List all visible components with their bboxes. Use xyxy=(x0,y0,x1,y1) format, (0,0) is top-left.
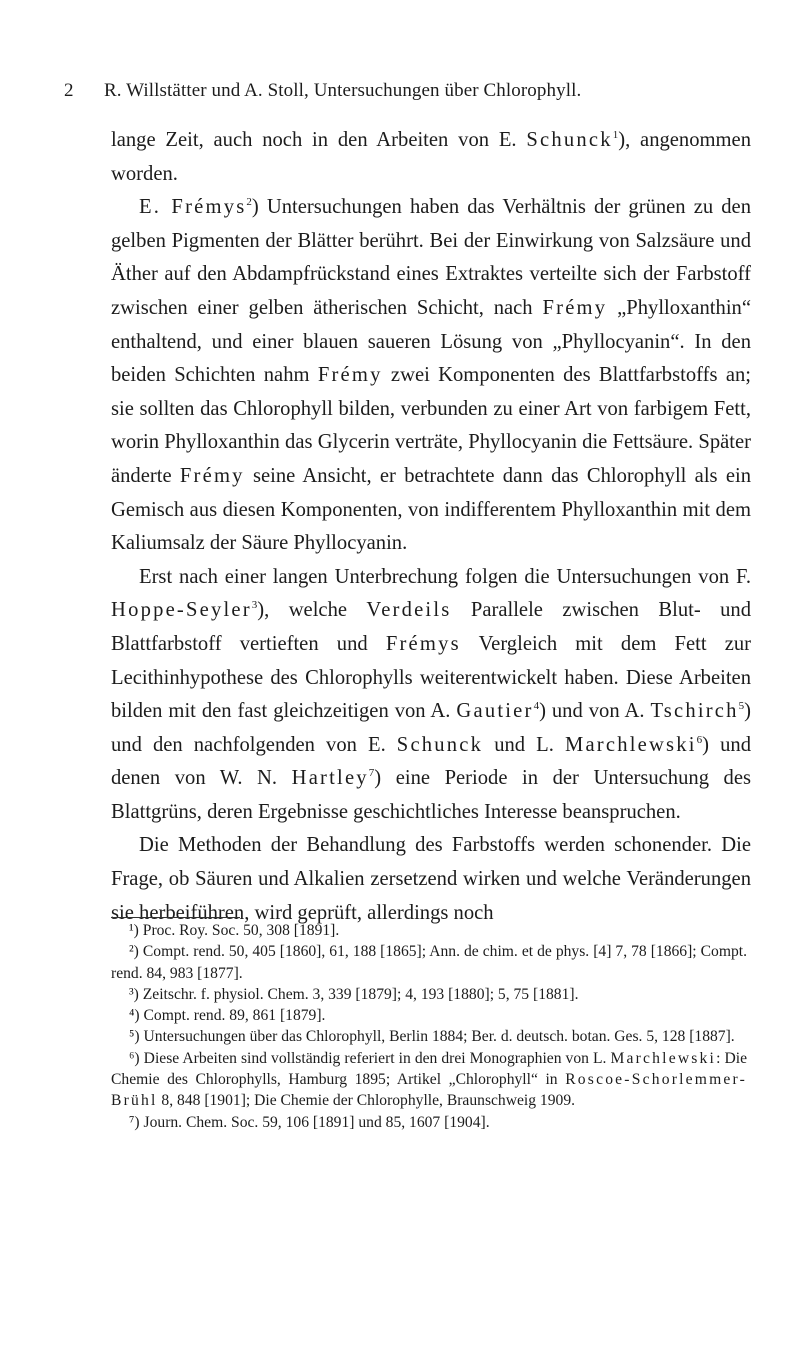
author-name: Verdeils xyxy=(366,599,452,622)
text-run: ) und denen von W. N. xyxy=(111,733,751,790)
footnote-ref: 6 xyxy=(696,733,703,746)
author-name: Frémy xyxy=(542,296,608,319)
text-run: ), welche xyxy=(257,599,367,622)
paragraph-4 xyxy=(111,829,751,930)
text-run: ) und den nachfolgenden von E. xyxy=(111,700,752,756)
text-run: lange Zeit, auch noch in den Arbeiten von E. xyxy=(111,129,527,151)
text-run: „Phylloxanthin“ enthaltend, und einer blauen saueren Lösung von „Phyllocyanin“. In den beiden Schichten nahm xyxy=(111,296,751,387)
footnote-ref: 5 xyxy=(738,700,745,713)
text-run: seine Ansicht, er betrachtete dann das Chlorophyll als ein Gemisch aus diesen Komponenten, von indifferentem Phylloxanthin mit dem Kaliumsalz der Säure Phyllocyanin. xyxy=(111,464,751,555)
footnote-3: ³) Zeitschr. f. physiol. Chem. 3, 339 [1879]; 4, 193 [1880]; 5, 75 [1881]. xyxy=(129,985,579,1003)
text-run: Erst nach einer langen Unterbrechung folgen die Untersuchungen von F. xyxy=(139,565,751,588)
footnote-ref: 4 xyxy=(533,700,540,713)
text-run: Vergleich mit dem Fett zur Lecithinhypothese des Chlorophylls weiterentwickelt haben. Diese Arbeiten bilden mit den fast gleichzeitigen von A. xyxy=(111,632,751,723)
author-name: Frémys xyxy=(385,632,461,655)
footnotes xyxy=(111,920,747,1133)
author-name: E. Frémys xyxy=(139,196,247,219)
author-name: Roscoe-Schorlemmer-Brühl xyxy=(111,1071,747,1110)
author-name: Schunck xyxy=(396,733,484,756)
text-run: 8, 848 [1901]; Die Chemie der Chlorophylle, Braunschweig 1909. xyxy=(157,1092,576,1110)
author-name: Gautier xyxy=(456,700,534,723)
footnote-divider xyxy=(111,917,240,918)
footnote-2: ²) Compt. rend. 50, 405 [1860], 61, 188 [1865]; Ann. de chim. et de phys. [4] 7, 78 [1866]; Compt. rend. 84, 983 [1877]. xyxy=(111,943,747,982)
footnote-1: ¹) Proc. Roy. Soc. 50, 308 [1891]. xyxy=(129,922,340,939)
text-run: Parallele zwischen Blut- und Blattfarbstoff vertieften und xyxy=(111,599,751,655)
running-title: R. Willstätter und A. Stoll, Untersuchungen über Chlorophyll. xyxy=(104,80,582,101)
page-number: 2 xyxy=(64,80,74,101)
paragraph-1 xyxy=(111,124,751,191)
text-run: ) und von A. xyxy=(539,700,651,723)
text-run: ) Untersuchungen haben das Verhältnis der grünen zu den gelben Pigmenten der Blätter berührt. Bei der Einwirkung von Salzsäure und Äther auf den Abdampfrückstand eines Extraktes verteilte sich der Farbstoff zwischen einer gelben ätherischen Schicht, nach xyxy=(111,196,751,319)
footnote-ref: 3 xyxy=(251,599,258,612)
author-name: Hoppe-Seyler xyxy=(111,599,252,622)
paragraph-2 xyxy=(111,191,751,561)
footnote-7: ⁷) Journ. Chem. Soc. 59, 106 [1891] und 85, 1607 [1904]. xyxy=(129,1113,490,1131)
footnote-ref: 2 xyxy=(246,196,252,209)
running-header xyxy=(64,80,744,102)
author-name: Marchlewski xyxy=(564,733,697,756)
author-name: Hartley xyxy=(291,767,369,790)
footnote-5: ⁵) Untersuchungen über das Chlorophyll, Berlin 1884; Ber. d. deutsch. botan. Ges. 5, 128 [1887]. xyxy=(129,1028,735,1046)
text-run: und L. xyxy=(483,733,565,756)
author-name: Frémy xyxy=(317,364,383,387)
author-name: Schunck xyxy=(526,129,613,151)
footnote-4: ⁴) Compt. rend. 89, 861 [1879]. xyxy=(129,1007,326,1025)
text-run: Die Methoden der Behandlung des Farbstoffs werden schonender. Die Frage, ob Säuren und Alkalien zersetzend wirken und welche Veränderungen sie herbeiführen, wird geprüft, allerdings noch xyxy=(111,834,751,924)
paragraph-3 xyxy=(111,561,751,830)
text-run: ), angenommen worden. xyxy=(111,129,751,185)
author-name: Tschirch xyxy=(650,700,739,723)
footnote-ref: 1 xyxy=(612,129,619,141)
author-name: Frémy xyxy=(179,464,245,487)
footnote-6 xyxy=(111,1048,747,1112)
text-run: ⁶) Diese Arbeiten sind vollständig referiert in den drei Monographien von L. xyxy=(129,1049,611,1067)
text-run: : Die Chemie des Chlorophylls, Hamburg 1895; Artikel „Chlorophyll“ in xyxy=(111,1049,747,1089)
text-run: ) eine Periode in der Untersuchung des Blattgrüns, deren Ergebnisse geschichtliches Interesse beanspruchen. xyxy=(111,767,752,823)
text-run: zwei Komponenten des Blattfarbstoffs an; sie sollten das Chlorophyll bilden, verbunden zu einer Art von farbigem Fett, worin Phylloxanthin das Glycerin verträte, Phyllocyanin die Fettsäure. Später änderte xyxy=(111,364,751,487)
footnote-ref: 7 xyxy=(368,767,375,780)
author-name: Marchlewski xyxy=(610,1049,717,1067)
main-text xyxy=(111,124,751,930)
